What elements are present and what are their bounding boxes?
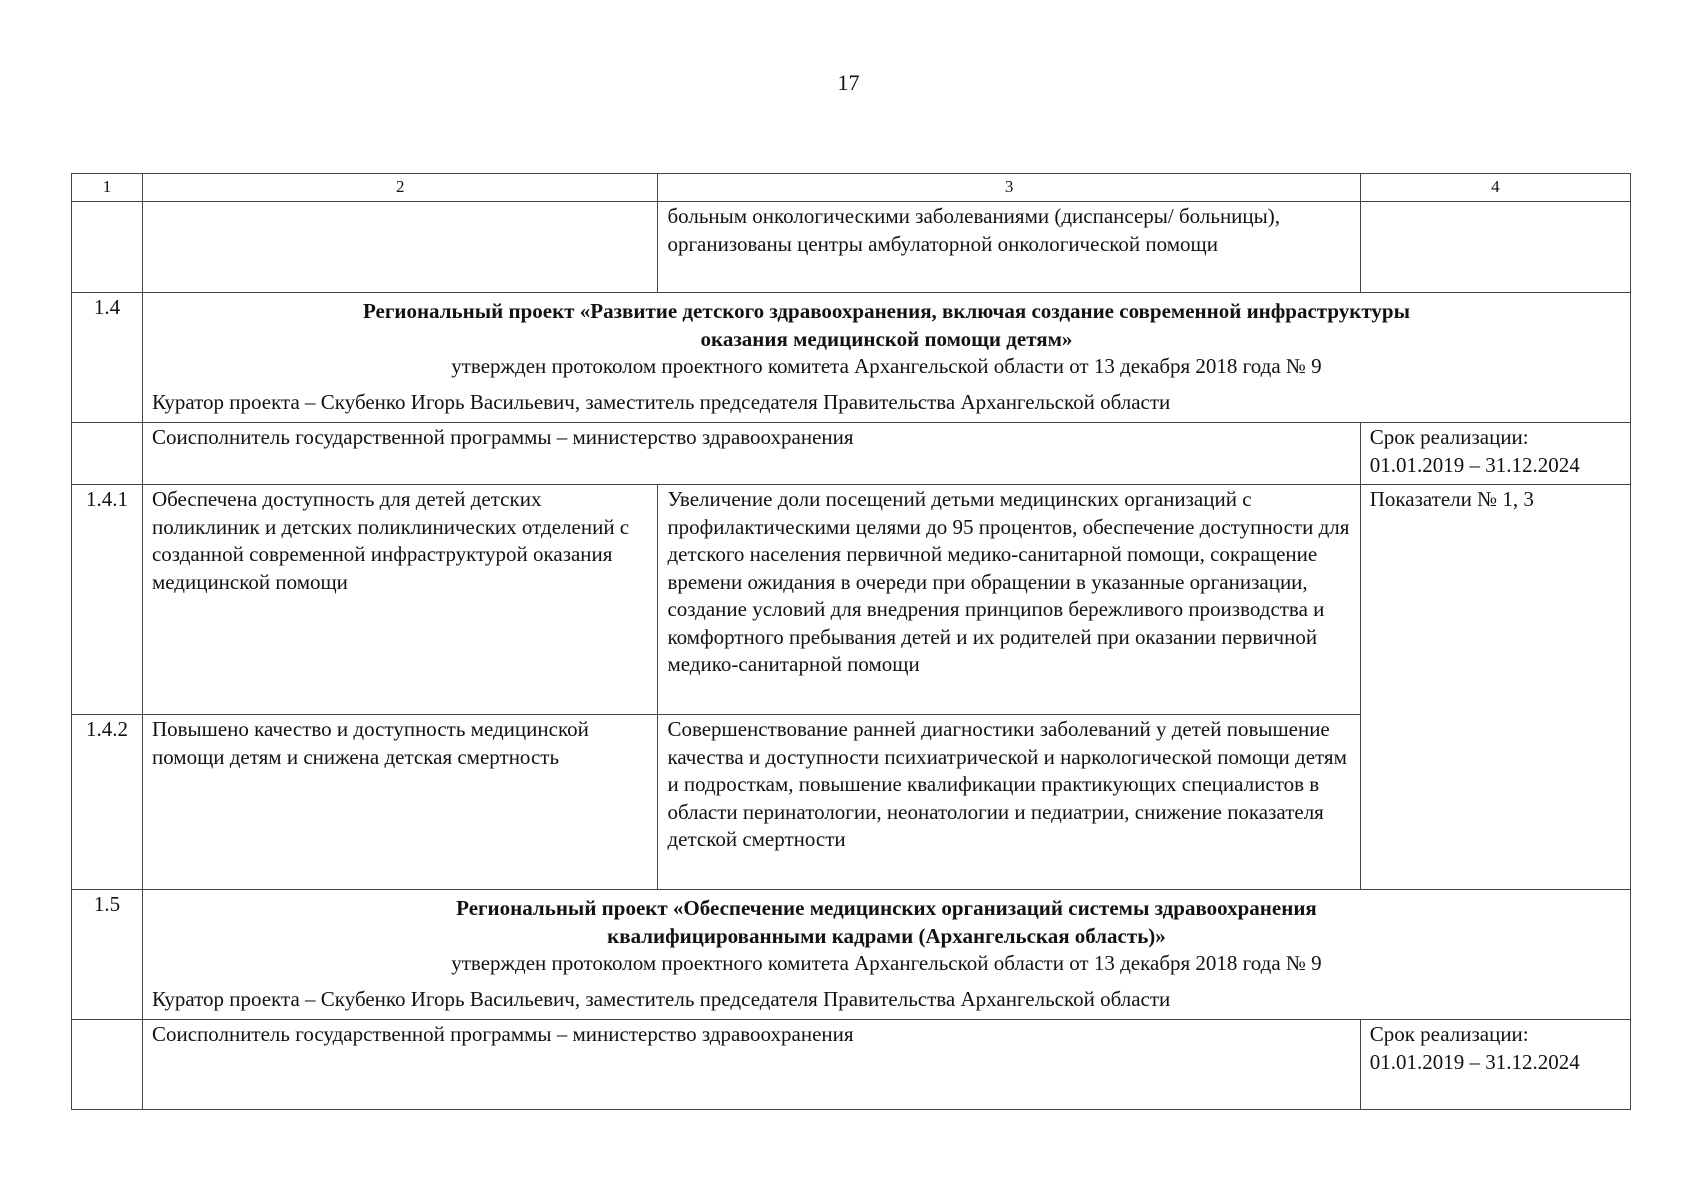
row-task: Повышено качество и доступность медицинской помощи детям и снижена детская смертность: [142, 715, 657, 890]
project-curator: Куратор проекта – Скубенко Игорь Васильевич, заместитель председателя Правительства Архангельской области: [151, 986, 1171, 1011]
continuation-num: [72, 202, 143, 293]
continuation-result: больным онкологическими заболеваниями (диспансеры/ больницы), организованы центры амбулаторной онкологической помощи: [658, 202, 1360, 293]
table-header-row: [72, 174, 1631, 202]
project-title-line1: Региональный проект «Обеспечение медицинских организаций системы здравоохранения: [456, 896, 1317, 920]
term-value: 01.01.2019 – 31.12.2024: [1369, 452, 1580, 477]
program-table: [71, 173, 1631, 1110]
page-number: 17: [837, 70, 860, 95]
project-number: 1.4: [72, 293, 143, 423]
project-approval: утвержден протоколом проектного комитета Архангельской области от 13 декабря 2018 года № 9: [451, 354, 1322, 378]
project-curator: Куратор проекта – Скубенко Игорь Васильевич, заместитель председателя Правительства Архангельской области: [151, 389, 1171, 414]
header-col-3: 3: [658, 174, 1360, 202]
row-indicators: Показатели № 1, 3: [1360, 485, 1630, 890]
row-number: 1.4.2: [72, 715, 143, 890]
coexecutor-text: Соисполнитель государственной программы – министерство здравоохранения: [142, 1020, 1360, 1110]
term-value: 01.01.2019 – 31.12.2024: [1369, 1049, 1580, 1074]
term-label: Срок реализации:: [1369, 425, 1529, 449]
coexecutor-num: [72, 423, 143, 485]
project-info: [142, 890, 1630, 1020]
continuation-indicators: [1360, 202, 1630, 293]
project-title-line2: оказания медицинской помощи детям»: [700, 326, 1073, 351]
project-number: 1.5: [72, 890, 143, 1020]
row-result: Увеличение доли посещений детьми медицинских организаций с профилактическими целями до 95 процентов, обеспечение доступности для детского населения первичной медико-санитарной помощи, сокращение времени ожидания в очереди при обращении в указанные организации, создание условий для внедрения принципов бережливого производства и комфортного пребывания детей и их родителей при оказании первичной медико-санитарной помощи: [658, 485, 1360, 715]
continuation-row: [72, 202, 1631, 293]
row-task: Обеспечена доступность для детей детских поликлиник и детских поликлинических отделений с созданной современной инфраструктурой оказания медицинской помощи: [142, 485, 657, 715]
project-header-row: [72, 293, 1631, 423]
project-title-line2: квалифицированными кадрами (Архангельская область)»: [607, 923, 1166, 948]
header-col-1: 1: [72, 174, 143, 202]
header-col-4: 4: [1360, 174, 1630, 202]
term-cell: [1360, 423, 1630, 485]
header-col-2: 2: [142, 174, 657, 202]
coexecutor-row: [72, 1020, 1631, 1110]
project-info: [142, 293, 1630, 423]
project-header-row: [72, 890, 1631, 1020]
row-number: 1.4.1: [72, 485, 143, 715]
continuation-task: [142, 202, 657, 293]
row-result: Совершенствование ранней диагностики заболеваний у детей повышение качества и доступности психиатрической и наркологической помощи детям и подросткам, повышение квалификации практикующих специалистов в области перинатологии, неонатологии и педиатрии, снижение показателя детской смертности: [658, 715, 1360, 890]
coexecutor-text: Соисполнитель государственной программы – министерство здравоохранения: [142, 423, 1360, 485]
table-row: [72, 485, 1631, 715]
project-title-line1: Региональный проект «Развитие детского здравоохранения, включая создание современной инфраструктуры: [362, 299, 1410, 323]
term-label: Срок реализации:: [1369, 1022, 1529, 1046]
term-cell: [1360, 1020, 1630, 1110]
coexecutor-num: [72, 1020, 143, 1110]
project-approval: утвержден протоколом проектного комитета Архангельской области от 13 декабря 2018 года № 9: [451, 951, 1322, 975]
coexecutor-row: [72, 423, 1631, 485]
